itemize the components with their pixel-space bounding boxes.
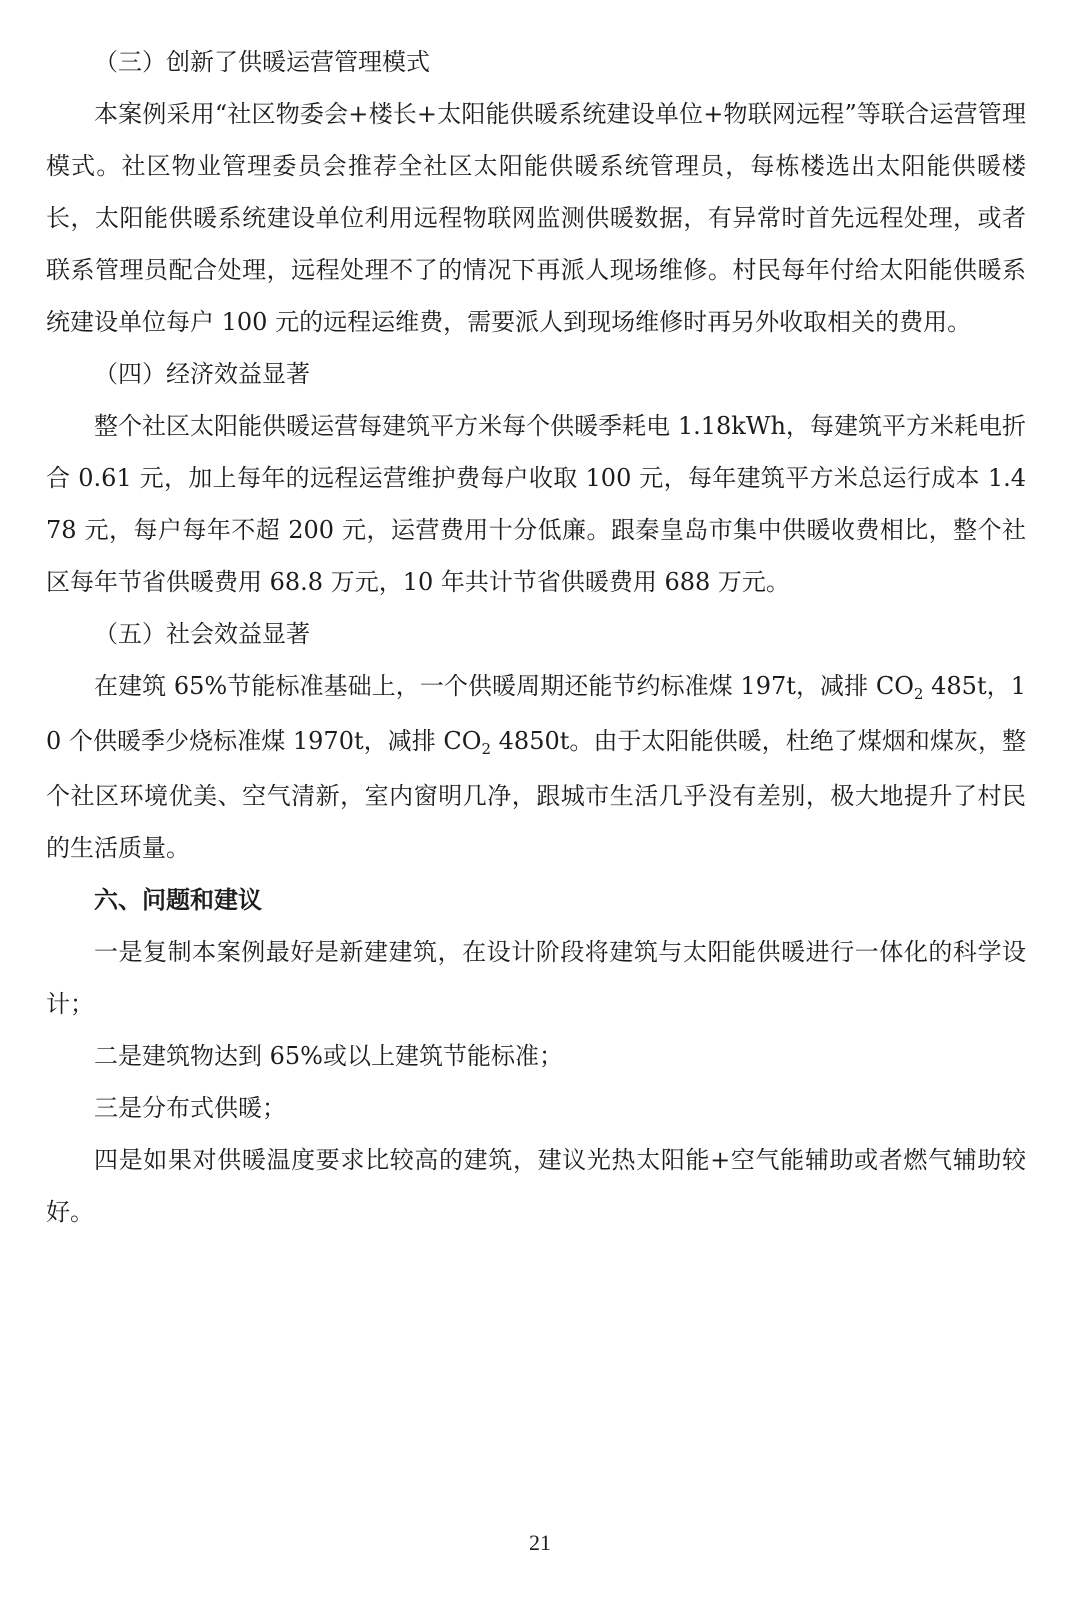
- suggestion-item-1: 一是复制本案例最好是新建建筑，在设计阶段将建筑与太阳能供暖进行一体化的科学设计；: [46, 938, 1026, 1018]
- section-paragraph-4: 整个社区太阳能供暖运营每建筑平方米每个供暖季耗电 1.18kWh，每建筑平方米耗电折合 0.61 元，加上每年的远程运营维护费每户收取 100 元，每年建筑平方米总运行成本 1.478 元，每户每年不超 200 元，运营费用十分低廉。跟秦皇岛市集中供暖收费相比，整个社区每年节省供暖费用 68.8 万元，10 年共计节省供暖费用 688 万元。: [46, 412, 1026, 596]
- section-paragraph-5: [46, 660, 1026, 874]
- suggestion-item-2: 二是建筑物达到 65%或以上建筑节能标准；: [94, 1042, 563, 1070]
- paragraph-5-text-b: 485t，10 个供暖季少烧标准煤 1970t，减排 CO: [46, 672, 1026, 755]
- page-number: 21: [529, 1530, 551, 1555]
- section-paragraph-3: 本案例采用“社区物委会+楼长+太阳能供暖系统建设单位+物联网远程”等联合运营管理模式。社区物业管理委员会推荐全社区太阳能供暖系统管理员，每栋楼选出太阳能供暖楼长，太阳能供暖系统建设单位利用远程物联网监测供暖数据，有异常时首先远程处理，或者联系管理员配合处理，远程处理不了的情况下再派人现场维修。村民每年付给太阳能供暖系统建设单位每户 100 元的远程运维费，需要派人到现场维修时再另外收取相关的费用。: [46, 100, 1026, 336]
- suggestion-item-3: 三是分布式供暖；: [94, 1094, 286, 1122]
- section-heading-6: 六、问题和建议: [94, 885, 262, 914]
- suggestion-item-4: 四是如果对供暖温度要求比较高的建筑，建议光热太阳能+空气能辅助或者燃气辅助较好。: [46, 1146, 1026, 1226]
- section-heading-4: （四）经济效益显著: [94, 360, 310, 388]
- section-heading-3: （三）创新了供暖运营管理模式: [94, 48, 430, 76]
- paragraph-5-text-c: 4850t。由于太阳能供暖，杜绝了煤烟和煤灰，整个社区环境优美、空气清新，室内窗明几净，跟城市生活几乎没有差别，极大地提升了村民的生活质量。: [46, 727, 1027, 862]
- co2-subscript: 2: [481, 740, 491, 758]
- paragraph-5-text-a: 在建筑 65%节能标准基础上，一个供暖周期还能节约标准煤 197t，减排 CO: [94, 672, 914, 700]
- co2-subscript: 2: [913, 685, 924, 703]
- section-heading-5: （五）社会效益显著: [94, 620, 310, 648]
- page-body: [46, 36, 1026, 1238]
